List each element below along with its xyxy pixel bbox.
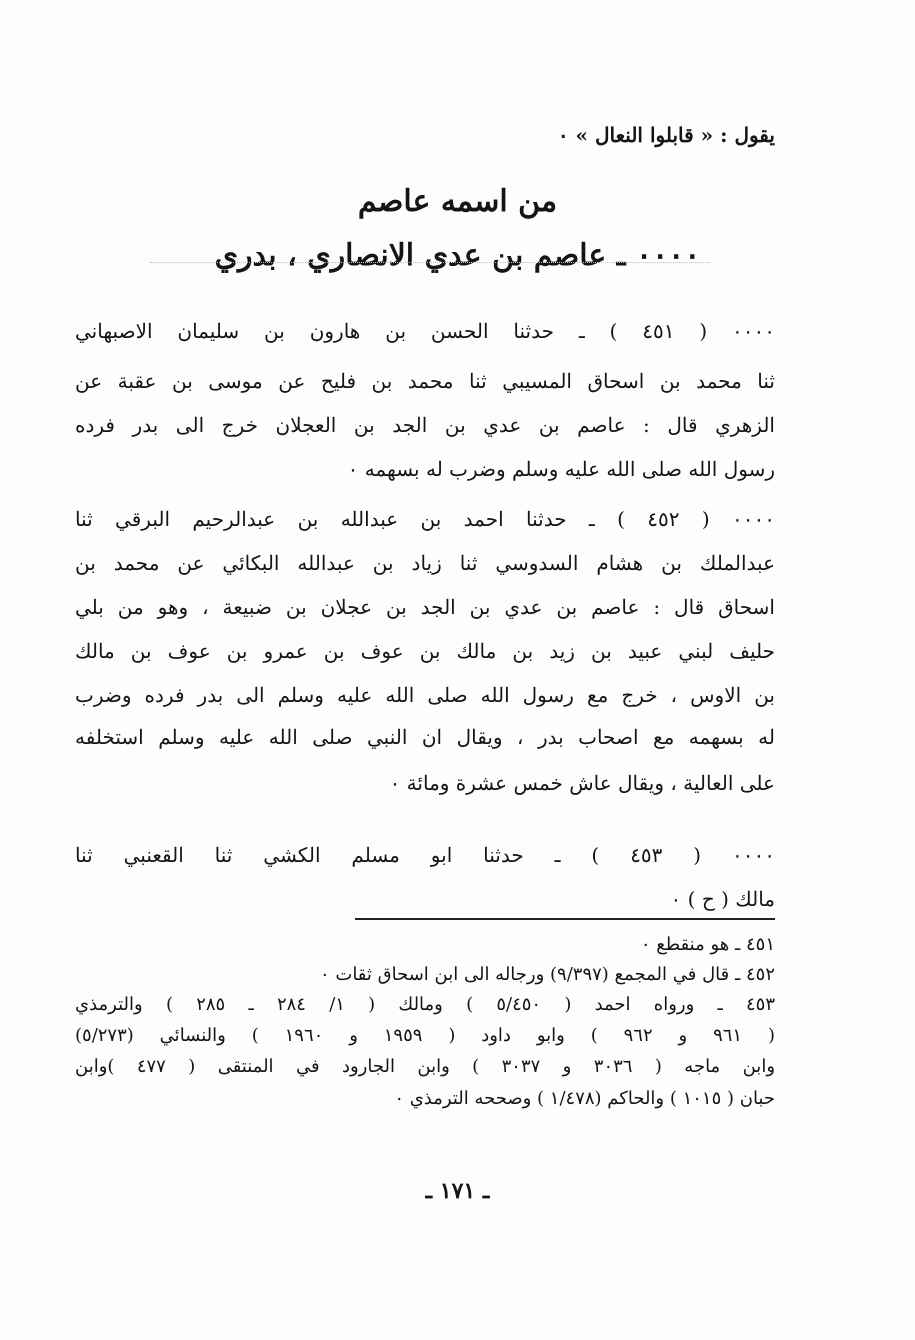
hadith-453-line: ٠٠٠٠ ( ٤٥٣ ) ـ حدثنا ابو مسلم الكشي ثنا القعنبي ثنا [75, 843, 775, 867]
page-number: ـ ١٧١ ـ [425, 1178, 490, 1204]
footnote-line: ٤٥٢ ـ قال في المجمع (٩/٣٩٧) ورجاله الى ابن اسحاق ثقات ٠ [319, 964, 775, 985]
heading-underline [150, 262, 710, 263]
hadith-452-line: ٠٠٠٠ ( ٤٥٢ ) ـ حدثنا احمد بن عبدالله بن عبدالرحيم البرقي ثنا [75, 507, 775, 531]
hadith-451-line: رسول الله صلى الله عليه وسلم وضرب له بسهمه ٠ [347, 457, 775, 481]
hadith-452-line: بن الاوس ، خرج مع رسول الله صلى الله عليه وسلم الى بدر فرده وضرب [75, 683, 775, 707]
hadith-452-line: على العالية ، ويقال عاش خمس عشرة ومائة ٠ [389, 771, 775, 795]
footnote-line: حبان ( ١٠١٥ ) والحاكم (١/٤٧٨ ) وصححه الترمذي ٠ [394, 1088, 775, 1109]
hadith-452-line: حليف لبني عبيد بن زيد بن مالك بن عوف بن عمرو بن عوف بن مالك [75, 639, 775, 663]
hadith-451-line: الزهري قال : عاصم بن عدي بن الجد بن العجلان خرج الى بدر فرده [75, 413, 775, 437]
footnote-separator [355, 918, 775, 920]
footnote-line: ٤٥١ ـ هو منقطع ٠ [640, 934, 775, 955]
hadith-452-line: عبدالملك بن هشام السدوسي ثنا زياد بن عبدالله البكائي عن محمد بن [75, 551, 775, 575]
hadith-453-line: مالك ( ح ) ٠ [670, 887, 775, 911]
section-title: من اسمه عاصم [357, 184, 558, 219]
footnote-line: ( ٩٦١ و ٩٦٢ ) وابو داود ( ١٩٥٩ و ١٩٦٠ ) والنسائي (٥/٢٧٣) [75, 1025, 775, 1046]
hadith-452-line: له بسهمه مع اصحاب بدر ، ويقال ان النبي صلى الله عليه وسلم استخلفه [75, 725, 775, 749]
hadith-451-line: ثنا محمد بن اسحاق المسيبي ثنا محمد بن فليح عن موسى بن عقبة عن [75, 369, 775, 393]
hadith-451-line: ٠٠٠٠ ( ٤٥١ ) ـ حدثنا الحسن بن هارون بن سليمان الاصبهاني [75, 319, 775, 343]
entry-title: ٠٠٠٠ ـ عاصم بن عدي الانصاري ، بدري [214, 238, 701, 273]
hadith-452-line: اسحاق قال : عاصم بن عدي بن الجد بن عجلان بن ضبيعة ، وهو من بلي [75, 595, 775, 619]
footnote-line: ٤٥٣ ـ ورواه احمد ( ٥/٤٥٠ ) ومالك ( ١/ ٢٨٤ ـ ٢٨٥ ) والترمذي [75, 994, 775, 1015]
footnote-line: وابن ماجه ( ٣٠٣٦ و ٣٠٣٧ ) وابن الجارود في المنتقى ( ٤٧٧ )وابن [75, 1056, 775, 1077]
top-line: يقول : « قابلوا النعال » ٠ [557, 123, 775, 147]
